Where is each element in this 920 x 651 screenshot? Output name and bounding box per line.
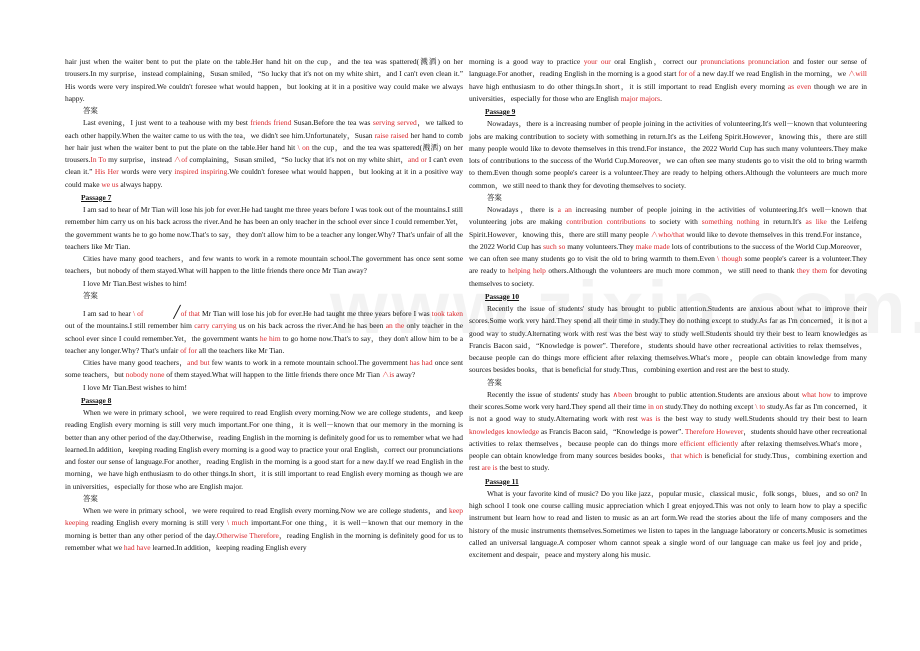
- passage-7-answer: I am sad to hear \ of ╱of that Mr Tian will lose his job for ever.He had taught me three years before I was took taken out of the mountains.I still remember him carry carrying us on his back across the river.And he has been an the only teacher in the school ever since I could remember.Yet，the government wants he him to go home now.That's to say，they don't allow him to be a teacher any longer.Why? That's unfair of for all the teachers like Mr Tian.: [65, 305, 463, 355]
- correction: carry carrying: [194, 321, 237, 331]
- passage-10-title: Passage 10: [485, 291, 520, 301]
- correction: for of: [678, 69, 696, 79]
- passage-7-answer: Cities have many good teachers，and but few wants to work in a remote mountain school.The government has had once sent some teachers，but nobody none of them stayed.What will happen to the little friends there once Mr Tian ∧is away?: [65, 358, 464, 380]
- correction: Therefore However: [684, 426, 744, 436]
- correction: what how: [801, 389, 832, 399]
- correction: and or: [408, 155, 427, 164]
- correction: your our: [583, 57, 611, 66]
- correction: ∧of: [173, 155, 188, 164]
- passage-7-paragraph: I love Mr Tian.Best wishes to him!: [83, 278, 187, 288]
- correction: he him: [259, 333, 281, 343]
- correction: of that: [180, 309, 200, 318]
- correction: has had: [409, 358, 433, 367]
- correction: ∧who/that: [650, 229, 685, 239]
- left-column: [65, 56, 463, 554]
- correction: \ on: [297, 142, 310, 152]
- correction: ∧been: [612, 389, 633, 399]
- correction: helping help: [508, 266, 546, 276]
- passage-6-answer: Last evening，I just went to a teahouse with my best friends friend Susan.Before the tea was serving served，we talked to each other happily.When the waiter came to us with the tea，we didn't see him.Unfortunately，Susan raise raised her hand to comb her hair just when the waiter bent to put the plate on the table.Her hand hit \ on the cup，and the tea was spattered(溅洒) on her trousers.In To my surprise，instead ∧of complaining，Susan smiled，“So lucky that it's not on my white shirt，and or I can't even clean it.” His Her words were very inspired inspiring.We couldn't foresee what would happen，but looking at it in a positive way could make we us always happy.: [65, 118, 464, 189]
- passage-11-paragraph: What is your favorite kind of music? Do you like jazz，popular music，classical music，folk songs，blues，and so on? In high school I took one course calling music appreciation which I great enjoyed.This was not only to learn how to play a specific instrument but learn how to read and listen to music as an art form.We read the stories about the life of many composers and the history of the music instruments themselves.Sometimes we listen to tapes in the language laboratory or concerts.Music is sometimes called an universal language.A composer whom cannot speak a single word of our language can make us feel joy and pride，excitement and despair，peace and mystery along his music.: [469, 488, 867, 559]
- passage-11-title: Passage 11: [485, 476, 519, 486]
- correction: something nothing: [701, 217, 760, 227]
- correction: \ much: [226, 518, 249, 528]
- correction: \ of: [133, 309, 144, 318]
- correction: inspired inspiring: [174, 167, 228, 177]
- passage-8-answer-continued: morning is a good way to practice your our oral English，correct our pronunciations pronunciation and foster our sense of language.For another，reading English in the morning is a good start for of a new day.If we read English in the morning，we ∧will have high enthusiasm to do other things.In short，it is still important to read English every morning as even though we are in universities，especially for those who are English major majors.: [469, 57, 867, 103]
- answer-label: 答案: [83, 493, 98, 503]
- slash-mark: ╱: [173, 305, 181, 319]
- correction: keep keeping: [65, 506, 463, 528]
- correction: ∧is: [381, 370, 395, 380]
- passage-9-answer: Nowadays，there is a an increasing number of people joining in the activities of volunteering.It's well－known that volunteering jobs are making contribution contributions to society with something nothing in return.It's as like the Leifeng Spirit.However，knowing this，there are still many people ∧who/that would like to devote themselves in this trend.For instance，the 2022 World Cup has such so many volunteers.They make made lots of contributions to the success of the World Cup.Moreover，we can often see many students go to visit the old to bring warmth to them.Even \ though some people's career is a volunteer.They are ready to helping help others.Although the volunteers are much more common，we still need to thank they them for devoting themselves to society.: [469, 205, 868, 288]
- passage-7-title: Passage 7: [81, 192, 112, 202]
- correction: are is: [481, 463, 498, 473]
- answer-label: 答案: [83, 290, 98, 300]
- correction: raise raised: [374, 130, 409, 140]
- correction: we us: [101, 179, 119, 189]
- correction: they them: [796, 266, 828, 276]
- passage-10-paragraph: Recently the issue of students' study has brought to public attention.Students are anxious about what to improve their scores.Some work very hard.They spend all their time in study.They do nothing except to study.As far as I'm concerned，it is not a good way to study.Alternating work with rest was the best way to study well.Students should try their best to learn knowledges as Francis Bacon said，“Knowledge is power”. Therefore，students should have other recreational activities to relax themselves，because people can do things more efficient after relaxing themselves.What's more，people can obtain knowledge from many sources besides books，that is beneficial for study.Thus，combining exertion and rest are the best to study.: [469, 304, 867, 375]
- passage-7-paragraph: I am sad to hear of Mr Tian will lose his job for ever.He had taught me three years before I was took out of the mountains.I still remember him carry us on his back across the river.And he has been an only teacher in the school ever since I could remember.Yet，the government wants he to go home now.That's to say，they don't allow him to be a teacher any longer.Why? That's unfair of all the teachers like Mr Tian.: [65, 205, 463, 251]
- correction: was is: [640, 414, 661, 424]
- correction: ∧will: [847, 69, 867, 79]
- correction: knowledges knowledge: [469, 426, 540, 436]
- correction: make made: [635, 241, 670, 251]
- correction: as even: [787, 81, 812, 91]
- correction: that which: [670, 451, 703, 460]
- passage-8-title: Passage 8: [81, 395, 112, 405]
- passage-8-answer: When we were in primary school，we were required to read English every morning.Now we are college students，and keep keeping reading English every morning is still very \ much important.For one thing，it is well－known that our memory in the morning is better than any other period of the day.Otherwise Therefore，reading English in the morning is definitely good for us to remember what we had have learned.In addition，keeping reading English every: [65, 506, 463, 552]
- correction: \ to: [755, 402, 766, 411]
- correction: of for: [180, 345, 197, 355]
- correction: such so: [543, 241, 566, 251]
- correction: nobody none: [125, 370, 165, 380]
- correction: friends friend: [250, 118, 292, 128]
- correction: pronunciations pronunciation: [700, 57, 790, 66]
- correction: \ though: [717, 254, 743, 263]
- correction: efficient efficiently: [680, 438, 739, 448]
- passage-8-paragraph: When we were in primary school，we were required to read English every morning.Now we are college students，and keep reading English every morning is still very much important.For one thing，it is well－known that our memory in the morning is better than any other period of the day.Otherwise，reading English in the morning is definitely good for us to remember what we had learned.In addition，keeping reading English every morning is a good way to practice your oral English，correct our pronunciations and foster our sense of language.For another，reading English in the morning is a good start for a new day.If we read English in the morning，we have high enthusiasm to do other things.In short，it is still important to read English every morning as though we are in universities，especially for those who are English major.: [65, 408, 463, 491]
- correction: serving served: [372, 118, 417, 128]
- correction: had have: [123, 542, 151, 552]
- passage-9-paragraph: Nowadays，there is a increasing number of people joining in the activities of volunteering.It's well－known that volunteering jobs are making contribution to society with something in return.It's as the Leifeng Spirit.However，knowing this，there are still many people would like to devote themselves in this trend.For instance，the 2022 World Cup has such many volunteers.They make lots of contributions to the success of the World Cup.Moreover，we can often see many students go to visit the old to bring warmth to them.Even though some people's career is a volunteer.They are ready to helping others.Although the volunteers are much more common，we still need to thank they for devoting themselves to society.: [469, 119, 867, 190]
- passage-7-answer: I love Mr Tian.Best wishes to him!: [83, 382, 187, 392]
- correction: major majors: [620, 93, 661, 103]
- answer-label: 答案: [487, 377, 502, 387]
- correction: as like: [805, 217, 827, 227]
- right-column: [469, 56, 867, 561]
- correction: Otherwise Therefore: [216, 530, 279, 540]
- correction: His Her: [94, 167, 119, 177]
- correction: took taken: [431, 309, 463, 318]
- passage-9-title: Passage 9: [485, 107, 516, 116]
- correction: and but: [187, 358, 210, 367]
- correction: contribution contributions: [566, 217, 646, 227]
- answer-label: 答案: [487, 192, 502, 202]
- correction: in on: [648, 402, 664, 411]
- answer-label: 答案: [83, 106, 98, 115]
- passage-10-answer: Recently the issue of students' study has ∧been brought to public attention.Students are anxious about what how to improve their scores.Some work very hard.They spend all their time in on study.They do nothing except \ to study.As far as I'm concerned，it is not a good way to study.Alternating work with rest was is the best way to study well.Students should try their best to learn knowledges knowledge as Francis Bacon said，“Knowledge is power”. Therefore However，students should have other recreational activities to relax themselves，because people can do things more efficient efficiently after relaxing themselves.What's more，people can obtain knowledge from many sources besides books，that which is beneficial for study.Thus，combining exertion and rest are is the best to study.: [469, 389, 867, 473]
- correction: an the: [385, 321, 405, 331]
- passage-7-paragraph: Cities have many good teachers，and few wants to work in a remote mountain school.The government has once sent some teachers，but nobody of them stayed.What will happen to the little friends there once Mr Tian away?: [65, 254, 463, 276]
- correction: a an: [557, 205, 572, 214]
- passage-6-text-end: hair just when the waiter bent to put the plate on the table.Her hand hit on the cup，and the tea was spattered(溅洒) on her trousers.In my surprise，instead complaining，Susan smiled，“So lucky that it's not on my white shirt，and I can't even clean it.” His words were very inspired.We couldn't foresee what would happen，but looking at it in a positive way could make we always happy.: [65, 57, 463, 103]
- correction: In To: [90, 155, 107, 164]
